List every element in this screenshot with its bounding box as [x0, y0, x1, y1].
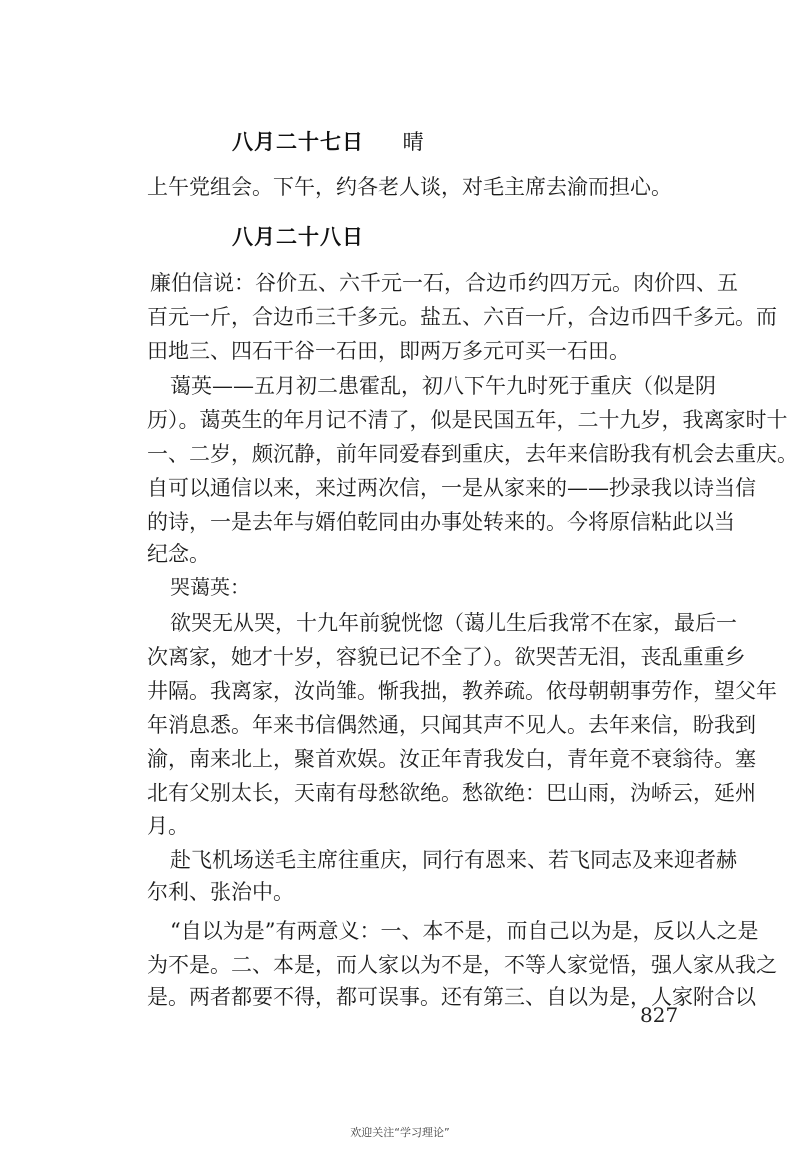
entry-weather: 晴 — [402, 130, 425, 154]
paragraph-line: 自可以通信以来，来过两次信，一是从家来的——抄录我以诗当信 — [147, 476, 756, 500]
page-number: 827 — [640, 1003, 679, 1027]
entry-heading-aug27 — [232, 126, 425, 156]
paragraph-line: 一、二岁，颇沉静，前年同爱春到重庆，去年来信盼我有机会去重庆。 — [147, 442, 798, 466]
paragraph-line: “自以为是”有两意义：一、本不是，而自己以为是，反以人之是 — [170, 919, 759, 943]
paragraph-line: 百元一斤，合边币三千多元。盐五、六百一斤，合边币四千多元。而 — [147, 305, 777, 329]
entry-text-line: 上午党组会。下午，约各老人谈，对毛主席去渝而担心。 — [147, 175, 672, 199]
paragraph-line: 的诗，一是去年与婿伯乾同由办事处转来的。今将原信粘此以当 — [147, 510, 735, 534]
paragraph-line: 历）。蔼英生的年月记不清了，似是民国五年，二十九岁，我离家时十 — [147, 408, 788, 432]
entry-date: 八月二十八日 — [232, 225, 364, 249]
paragraph-line: 田地三、四石干谷一石田，即两万多元可买一石田。 — [147, 339, 630, 363]
paragraph-line: 井隔。我离家，汝尚雏。惭我拙，教养疏。依母朝朝事劳作，望父年 — [147, 679, 777, 703]
poem-title: 哭蔼英： — [170, 575, 250, 599]
entry-heading-aug28 — [232, 221, 364, 251]
paragraph-line: 赴飞机场送毛主席往重庆，同行有恩来、若飞同志及来迎者赫 — [170, 848, 737, 872]
paragraph-line: 纪念。 — [147, 542, 210, 566]
entry-date: 八月二十七日 — [232, 130, 364, 154]
paragraph-line: 是。两者都要不得，都可误事。还有第三、自以为是，人家附合以 — [147, 985, 756, 1009]
paragraph-line: 欲哭无从哭，十九年前貌恍惚（蔼儿生后我常不在家，最后一 — [170, 611, 737, 635]
paragraph-line: 尔利、张治中。 — [147, 880, 294, 904]
paragraph-line: 渝，南来北上，聚首欢娱。汝正年青我发白，青年竟不衰翁待。塞 — [147, 747, 756, 771]
paragraph-line: 次离家，她才十岁，容貌已记不全了）。欲哭苦无泪，丧乱重重乡 — [147, 645, 746, 669]
paragraph-line: 月。 — [147, 814, 189, 838]
footer-note: 欢迎关注“学习理论” — [350, 1126, 450, 1139]
paragraph-line: 廉伯信说：谷价五、六千元一石，合边币约四万元。肉价四、五 — [150, 271, 738, 295]
paragraph-line: 为不是。二、本是，而人家以为不是，不等人家觉悟，强人家从我之 — [147, 953, 777, 977]
paragraph-line: 蔼英——五月初二患霍乱，初八下午九时死于重庆（似是阴 — [170, 374, 716, 398]
paragraph-line: 年消息悉。年来书信偶然通，只闻其声不见人。去年来信，盼我到 — [147, 713, 756, 737]
paragraph-line: 北有父别太长，天南有母愁欲绝。愁欲绝：巴山雨，沩峤云，延州 — [147, 781, 756, 805]
